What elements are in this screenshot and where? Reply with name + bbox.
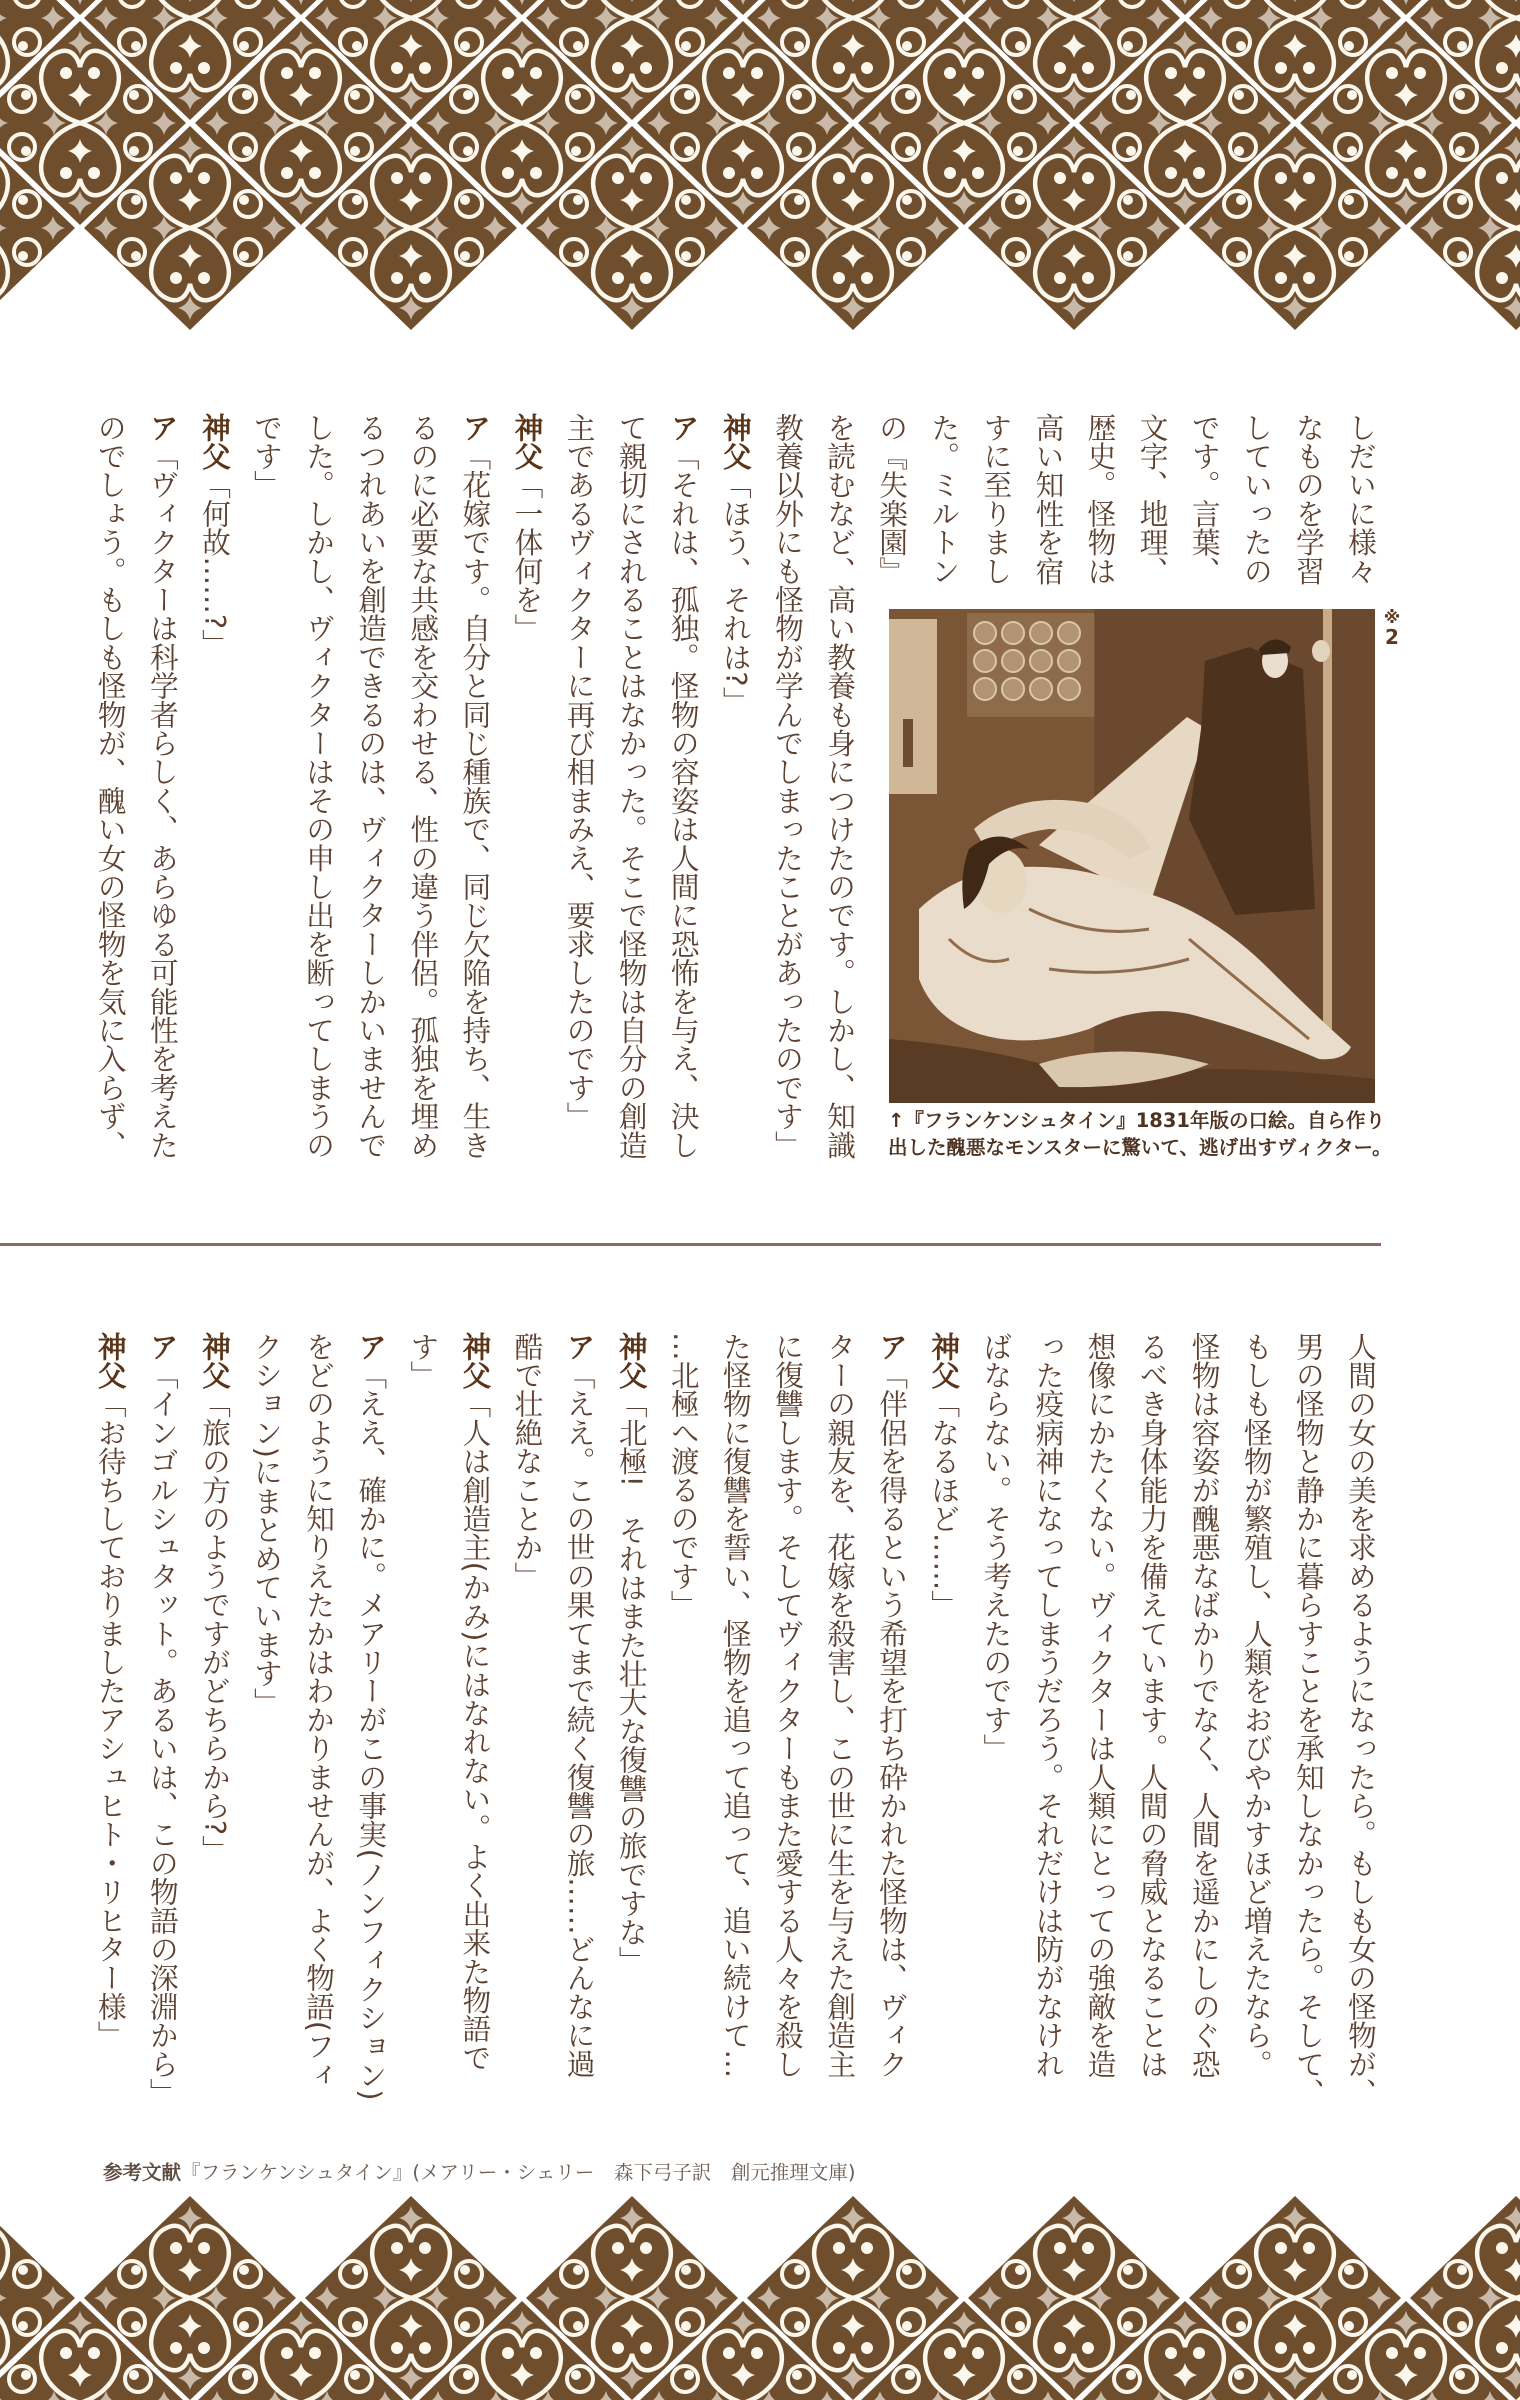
text-column (762, 1332, 814, 2132)
column-text: 「北極! それはまた壮大な復讐の旅ですな」 (614, 1389, 649, 1975)
dialogue-column (658, 413, 710, 1213)
column-text: …北極へ渡るのです」 (666, 1332, 701, 1619)
lit-wall (889, 619, 937, 794)
column-text: 「ええ、確かに。メアリーがこの事実(ノンフィクション) (354, 1360, 389, 2101)
column-text: 人間の女の美を求めるようになったら。もしも女の怪物が、 (1344, 1332, 1378, 2107)
text-column (1283, 1332, 1335, 2132)
text-column (85, 413, 137, 1213)
text-column (554, 413, 606, 1213)
text-column (241, 413, 293, 1213)
reference-mark-icon: ※ (1383, 608, 1401, 628)
column-text: のでしょう。もしも怪物が、醜い女の怪物を気に入らず、 (93, 413, 128, 1160)
speaker-label: 神父 (927, 1332, 962, 1390)
speaker-label: 神父 (614, 1332, 649, 1390)
text-column (606, 413, 658, 1213)
column-text: 酷で壮絶なことか」 (510, 1332, 545, 1591)
dialogue-column (189, 1332, 241, 2132)
caption-line: 出した醜悪なモンスターに驚いて、逃げ出すヴィクター。 (888, 1136, 1392, 1159)
section-divider (0, 1243, 1381, 1246)
column-text: 「花嫁です。自分と同じ種族で、同じ欠陥を持ち、生き (458, 441, 493, 1160)
dialogue-column (554, 1332, 606, 2132)
speaker-label: 神父 (510, 413, 545, 471)
column-text: す」 (406, 1332, 441, 1390)
dialogue-column (866, 1332, 918, 2132)
speaker-label: 神父 (458, 1332, 493, 1390)
speaker-label: 神父 (197, 1332, 232, 1390)
column-text: です。言葉、 (1187, 413, 1222, 586)
reference-text: 『フランケンシュタイン』(メアリー・シェリー 森下弓子訳 創元推理文庫) (181, 2161, 856, 2184)
column-text: をどのように知りえたかはわかりませんが、よく物語(フィ (302, 1332, 337, 2090)
column-text: 「伴侶を得るという希望を打ち砕かれた怪物は、ヴィク (875, 1360, 910, 2079)
speaker-label: ア (354, 1332, 389, 1361)
text-column (1335, 1332, 1387, 2132)
dialogue-column (85, 1332, 137, 2132)
text-column (710, 1332, 762, 2132)
speaker-label: 神父 (93, 1332, 128, 1390)
column-text: 歴史。怪物は (1083, 413, 1118, 586)
text-column (1231, 1332, 1283, 2132)
text-column (1127, 1332, 1179, 2132)
column-text: た怪物に復讐を誓い、怪物を追って追って、追い続けて… (718, 1332, 753, 2079)
top-ornament-border (0, 0, 1520, 340)
column-text: もしも怪物が繁殖し、人類をおびやかすほど増えたなら。 (1239, 1332, 1274, 2079)
column-text: 「人は創造主(かみ)にはなれない。よく出来た物語で (458, 1389, 493, 2072)
speaker-label: ア (145, 1332, 180, 1361)
column-text: です」 (250, 413, 285, 500)
text-column (1074, 1332, 1126, 2132)
speaker-label: ア (562, 1332, 597, 1361)
column-text: 「何故……?」 (197, 470, 232, 658)
bottom-text-block (85, 1332, 1388, 2132)
dialogue-column (189, 413, 241, 1213)
column-text: るのに必要な共感を交わせる、性の違う伴侶。孤独を埋め (406, 413, 441, 1160)
column-text: 「一体何を」 (510, 470, 545, 643)
column-text: を読むなど、高い教養も身につけたのです。しかし、知識 (823, 413, 858, 1160)
column-text: ターの親友を、花嫁を殺害し、この世に生を与えた創造主 (823, 1332, 858, 2079)
column-text: 「なるほど……」 (927, 1389, 962, 1619)
footnote-number: 2 (1385, 625, 1399, 649)
bedpost (1323, 609, 1332, 1029)
text-column (814, 413, 866, 1213)
column-text: た。ミルトン (927, 413, 962, 586)
engraving-illustration (889, 609, 1375, 1103)
column-text: していったの (1239, 413, 1274, 586)
victor-hand (1312, 640, 1330, 662)
text-column (293, 1332, 345, 2132)
column-text: に復讐します。そしてヴィクターもまた愛する人々を殺し (770, 1332, 805, 2079)
column-text: るべき身体能力を備えています。人間の脅威となることは (1135, 1332, 1170, 2079)
door-latch (903, 719, 913, 767)
text-column (814, 1332, 866, 2132)
column-text: なものを学習 (1291, 413, 1326, 586)
text-column (397, 1332, 449, 2132)
column-text: 男の怪物と静かに暮らすことを承知しなかったら。そして、 (1291, 1332, 1326, 2107)
column-text: 「ヴィクターは科学者らしく、あらゆる可能性を考えた (145, 441, 180, 1160)
text-column (293, 413, 345, 1213)
reference-footer (103, 2161, 855, 2185)
column-text: 怪物は容姿が醜悪なばかりでなく、人間を遥かにしのぐ恐 (1187, 1332, 1222, 2079)
column-text: 「それは、孤独。怪物の容姿は人間に恐怖を与え、決し (666, 441, 701, 1160)
column-text: った疫病神になってしまうだろう。それだけは防がなけれ (1031, 1332, 1066, 2079)
text-column (241, 1332, 293, 2132)
reference-label: 参考文献 (103, 2161, 182, 2184)
dialogue-column (137, 1332, 189, 2132)
column-text: 「お待ちしておりましたアシュヒト・リヒター様」 (93, 1389, 128, 2050)
dialogue-column (606, 1332, 658, 2132)
dialogue-column (918, 1332, 970, 2132)
illustration-caption (888, 1107, 1392, 1161)
speaker-label: 神父 (718, 413, 753, 471)
dialogue-column (449, 413, 501, 1213)
dialogue-column (345, 1332, 397, 2132)
text-column (1022, 1332, 1074, 2132)
speaker-label: ア (875, 1332, 910, 1361)
column-text: 「ええ。この世の果てまで続く復讐の旅……どんなに過 (562, 1360, 597, 2079)
dialogue-column (137, 413, 189, 1213)
text-column (345, 413, 397, 1213)
column-text: 「インゴルシュタット。あるいは、この物語の深淵から」 (145, 1360, 180, 2107)
column-text: 「ほう、それは?」 (718, 470, 753, 716)
speaker-label: ア (458, 413, 493, 442)
dialogue-column (449, 1332, 501, 2132)
frankenstein-frontispiece-image (889, 609, 1375, 1103)
column-text: 教養以外にも怪物が学んでしまったことがあったのです」 (770, 413, 805, 1160)
bottom-ornament-border (0, 2190, 1520, 2400)
column-text: クション)にまとめています」 (250, 1332, 285, 1717)
column-text: 文字、地理、 (1135, 413, 1170, 586)
dialogue-column (501, 413, 553, 1213)
speaker-label: ア (145, 413, 180, 442)
column-text: 高い知性を宿 (1031, 413, 1066, 586)
dialogue-column (710, 413, 762, 1213)
column-text: ばならない。そう考えたのです」 (979, 1332, 1014, 1763)
speaker-label: ア (666, 413, 701, 442)
column-text: しだいに様々 (1344, 413, 1378, 586)
column-text: すに至りまし (979, 413, 1014, 586)
text-column (762, 413, 814, 1213)
column-text: るつれあいを創造できるのは、ヴィクターしかいませんで (354, 413, 389, 1160)
text-column (397, 413, 449, 1213)
column-text: て親切にされることはなかった。そこで怪物は自分の創造 (614, 413, 649, 1160)
speaker-label: 神父 (197, 413, 232, 471)
column-text: 想像にかたくない。ヴィクターは人類にとっての強敵を造 (1083, 1332, 1118, 2079)
text-column (501, 1332, 553, 2132)
column-text: 「旅の方のようですがどちらから?」 (197, 1389, 232, 1864)
column-text: 主であるヴィクターに再び相まみえ、要求したのです」 (562, 413, 597, 1131)
text-column (970, 1332, 1022, 2132)
text-column (658, 1332, 710, 2132)
caption-line: ↑『フランケンシュタイン』1831年版の口絵。自ら作り (888, 1109, 1385, 1132)
text-column (1179, 1332, 1231, 2132)
column-text: した。しかし、ヴィクターはその申し出を断ってしまうの (302, 413, 337, 1160)
column-text: の『失楽園』 (875, 413, 910, 586)
footnote-marker (1381, 609, 1403, 647)
